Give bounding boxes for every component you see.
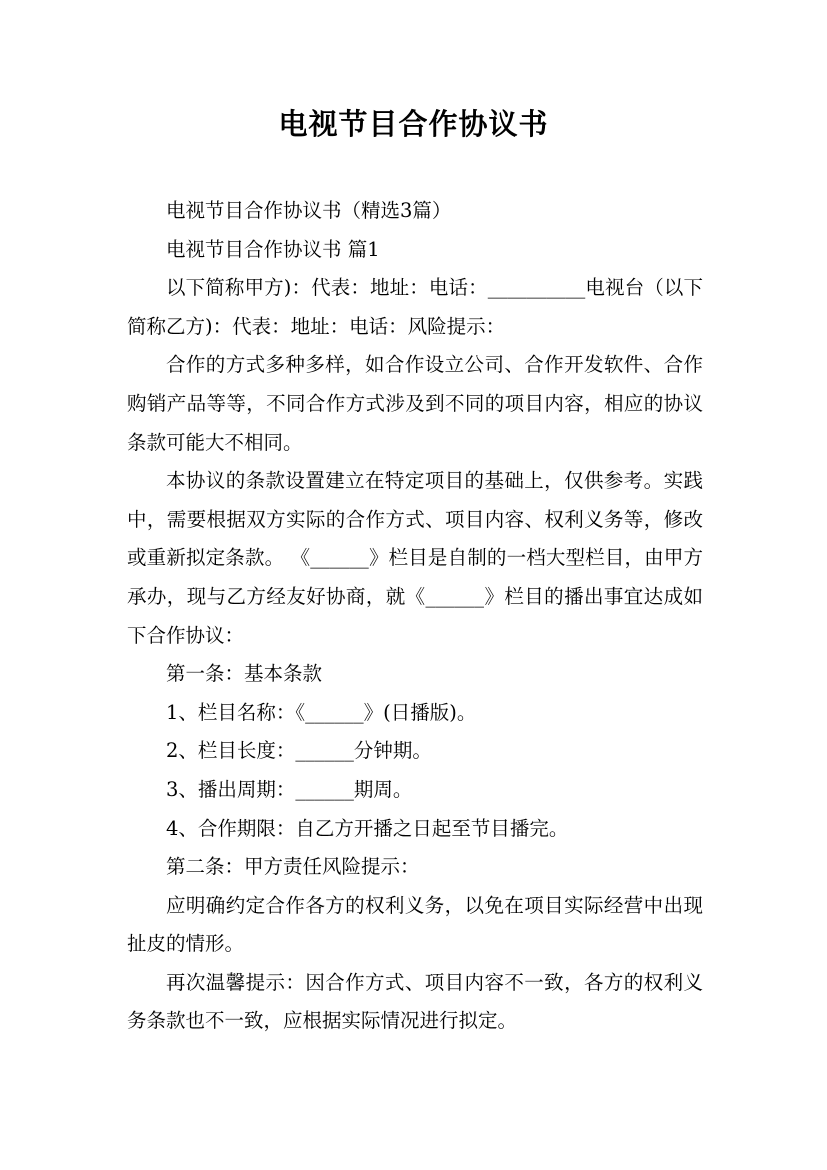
paragraph-article-1-item-2: 2、栏目长度：______分钟期。 bbox=[166, 739, 432, 763]
paragraph-reminder: 再次温馨提示：因合作方式、项目内容不一致，各方的权利义务条款也不一致，应根据实际情况进行拟定。 bbox=[127, 970, 703, 1033]
paragraph-article-1-item-1: 1、栏目名称：《______》(日播版)。 bbox=[166, 700, 477, 724]
paragraph-article-1-item-4: 4、合作期限：自乙方开播之日起至节目播完。 bbox=[166, 816, 569, 840]
paragraph-subtitle: 电视节目合作协议书（精选3篇） bbox=[166, 199, 452, 222]
paragraph-article-2-heading: 第二条：甲方责任风险提示： bbox=[166, 855, 420, 879]
document-body bbox=[127, 192, 703, 1041]
paragraph-parties: 以下简称甲方)：代表：地址：电话：__________电视台（以下简称乙方)：代表：地址：电话：风险提示： bbox=[127, 276, 703, 338]
paragraph-article-1-item-3: 3、播出周期：______期周。 bbox=[166, 777, 413, 801]
paragraph-article-2-note: 应明确约定合作各方的权利义务，以免在项目实际经营中出现扯皮的情形。 bbox=[127, 893, 703, 956]
document-title: 电视节目合作协议书 bbox=[278, 107, 549, 141]
paragraph-article-1-heading: 第一条：基本条款 bbox=[166, 662, 323, 686]
paragraph-chapter-heading: 电视节目合作协议书 篇1 bbox=[166, 237, 380, 261]
paragraph-preamble: 本协议的条款设置建立在特定项目的基础上，仅供参考。实践中，需要根据双方实际的合作方式、项目内容、权利义务等，修改或重新拟定条款。 《______》栏目是自制的一档大型栏目，由甲方承办，现与乙方经友好协商，就《______》栏目的播出事宜达成如下合作协议： bbox=[127, 469, 703, 647]
paragraph-risk-note: 合作的方式多种多样，如合作设立公司、合作开发软件、合作购销产品等等，不同合作方式涉及到不同的项目内容，相应的协议条款可能大不相同。 bbox=[127, 353, 703, 454]
